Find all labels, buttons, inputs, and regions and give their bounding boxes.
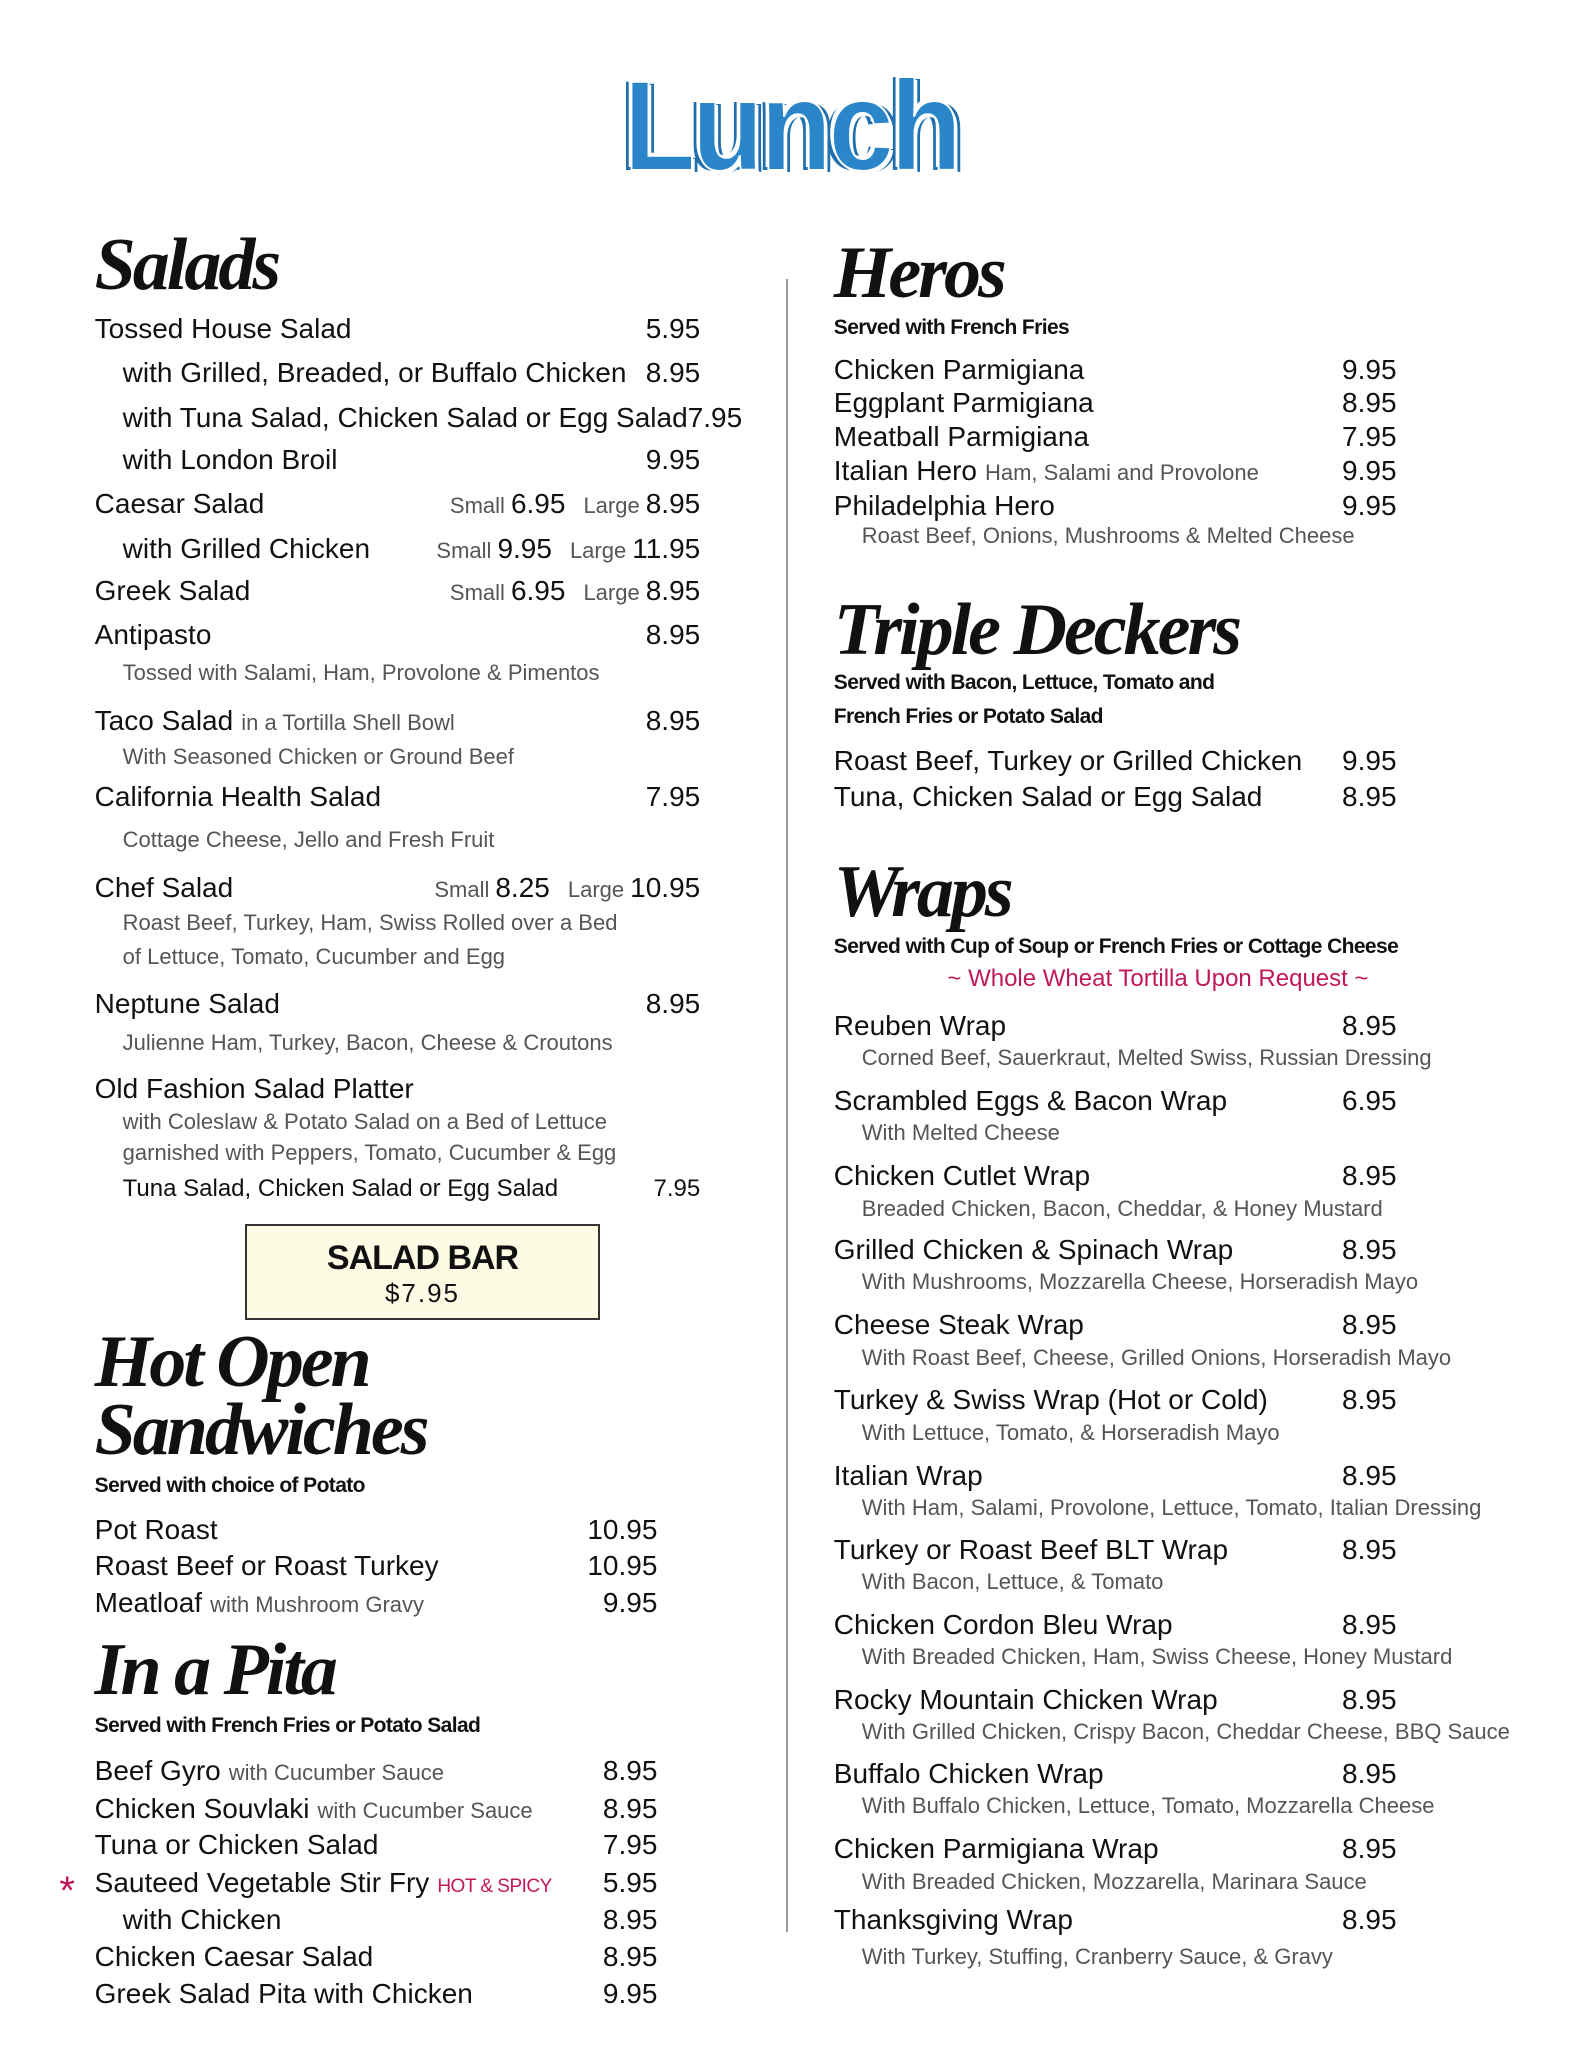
- item-name: Thanksgiving Wrap: [833, 1904, 1073, 1936]
- size-label: Large: [583, 493, 640, 519]
- section-subheading: Served with French Fries: [833, 316, 1070, 340]
- menu-item: [834, 1756, 1397, 1792]
- item-name-wrap: [834, 488, 1055, 524]
- item-price: 8.95: [1342, 1904, 1397, 1936]
- item-name-wrap: [95, 1548, 439, 1584]
- menu-item: [834, 1008, 1397, 1044]
- item-name-wrap: [95, 1976, 473, 2012]
- item-price: 7.95: [1342, 420, 1397, 452]
- item-name-wrap: [95, 1512, 218, 1548]
- item-name: Neptune Salad: [94, 987, 280, 1019]
- menu-item: [834, 1682, 1397, 1718]
- item-description: Roast Beef, Turkey, Ham, Swiss Rolled over a Bed: [122, 910, 618, 936]
- item-note: with Mushroom Gravy: [210, 1591, 425, 1617]
- item-price: 8.95: [1342, 1608, 1397, 1640]
- item-note: in a Tortilla Shell Bowl: [241, 709, 455, 735]
- item-name: Chicken Caesar Salad: [94, 1940, 374, 1972]
- item-name: Italian Wrap: [833, 1459, 983, 1491]
- size-label: Small: [436, 537, 492, 563]
- size-price: 8.95: [645, 575, 701, 607]
- section-subheading: Served with choice of Potato: [94, 1474, 365, 1498]
- item-price: 8.95: [1342, 1309, 1397, 1341]
- item-price: 8.95: [1342, 1757, 1397, 1789]
- menu-item: [834, 488, 1397, 524]
- item-name-wrap: [95, 1171, 558, 1207]
- item-description: of Lettuce, Tomato, Cucumber and Egg: [122, 943, 506, 969]
- item-price: 9.95: [1342, 353, 1397, 385]
- size-price: 10.95: [630, 872, 701, 904]
- item-description: Breaded Chicken, Bacon, Cheddar, & Honey Mustard: [861, 1195, 1383, 1221]
- item-name: Turkey & Swiss Wrap (Hot or Cold): [833, 1384, 1268, 1416]
- item-price: 8.95: [602, 1940, 658, 1972]
- size-price: 6.95: [510, 488, 566, 520]
- item-price: 8.95: [645, 619, 701, 651]
- item-price: 8.95: [1342, 781, 1397, 813]
- item-name-wrap: [95, 442, 338, 478]
- item-name-wrap: [95, 573, 251, 609]
- item-name-wrap: [834, 1307, 1084, 1343]
- menu-item: [834, 1232, 1397, 1268]
- menu-item: [834, 419, 1397, 455]
- item-note: Ham, Salami and Provolone: [984, 459, 1259, 485]
- item-size-prices: [436, 531, 700, 569]
- size-price: 8.95: [645, 488, 701, 520]
- item-price: 5.95: [645, 313, 701, 345]
- section-subheading: Served with Bacon, Lettuce, Tomato and: [833, 671, 1215, 695]
- item-price: 5.95: [602, 1866, 658, 1898]
- item-name: Caesar Salad: [94, 488, 265, 520]
- item-description: With Lettuce, Tomato, & Horseradish Mayo: [861, 1419, 1280, 1445]
- item-name-wrap: [834, 1158, 1090, 1194]
- section-heading-wraps: Wraps: [833, 850, 1011, 933]
- section-subheading: French Fries or Potato Salad: [833, 705, 1103, 729]
- item-name-wrap: [95, 486, 265, 522]
- item-price: 8.95: [1342, 1384, 1397, 1416]
- spicy-asterisk-icon: *: [59, 1868, 75, 1913]
- item-name: Grilled Chicken & Spinach Wrap: [833, 1234, 1234, 1266]
- item-description: With Bacon, Lettuce, & Tomato: [861, 1569, 1164, 1594]
- menu-item: [834, 352, 1397, 388]
- menu-item: [95, 1902, 658, 1938]
- item-price: 8.95: [645, 704, 701, 736]
- item-name-wrap: [95, 1865, 552, 1905]
- item-name: Scrambled Eggs & Bacon Wrap: [833, 1084, 1228, 1116]
- item-note: with Cucumber Sauce: [228, 1760, 444, 1786]
- item-name: Greek Salad Pita with Chicken: [94, 1978, 473, 2010]
- item-name-wrap: [834, 453, 1259, 491]
- item-description: With Turkey, Stuffing, Cranberry Sauce, & Gravy: [861, 1943, 1333, 1969]
- item-name-wrap: [834, 385, 1094, 421]
- menu-item: [95, 1071, 701, 1107]
- item-name-wrap: [834, 352, 1085, 388]
- item-size-prices: [450, 573, 700, 611]
- item-description: Corned Beef, Sauerkraut, Melted Swiss, Russian Dressing: [861, 1045, 1432, 1071]
- size-price: 11.95: [632, 532, 701, 564]
- item-price: 9.95: [1342, 745, 1397, 777]
- item-name-wrap: [834, 1382, 1268, 1418]
- section-subheading: Served with French Fries or Potato Salad: [94, 1713, 481, 1737]
- menu-item: [834, 1158, 1397, 1194]
- menu-item: [95, 355, 701, 391]
- item-name-wrap: [834, 1458, 983, 1494]
- menu-item: [834, 1831, 1397, 1867]
- item-name: with London Broil: [122, 444, 338, 476]
- menu-item: [834, 1532, 1397, 1568]
- item-name-wrap: [95, 400, 688, 436]
- item-name-wrap: [834, 1902, 1073, 1938]
- menu-item: [834, 1607, 1397, 1643]
- section-heading-hot_open: Sandwiches: [94, 1388, 427, 1471]
- item-description: With Ham, Salami, Provolone, Lettuce, Tomato, Italian Dressing: [861, 1495, 1482, 1521]
- size-label: Large: [567, 877, 625, 903]
- item-price: 9.95: [1342, 489, 1397, 521]
- item-description: Cottage Cheese, Jello and Fresh Fruit: [122, 827, 495, 853]
- item-price: 6.95: [1342, 1084, 1397, 1116]
- item-name: Greek Salad: [94, 575, 251, 607]
- section-heading-hot_open: Hot Open: [94, 1321, 369, 1404]
- item-name: Chef Salad: [94, 872, 234, 904]
- item-name-wrap: [834, 419, 1089, 455]
- item-name-wrap: [95, 1071, 414, 1107]
- item-name-wrap: [95, 1939, 374, 1975]
- item-size-prices: [450, 486, 700, 524]
- item-name-wrap: [95, 1902, 282, 1938]
- section-heading-triple: Triple Deckers: [833, 588, 1240, 671]
- item-price: 8.95: [602, 1904, 658, 1936]
- menu-item: [95, 779, 701, 815]
- item-name-wrap: [834, 1532, 1228, 1568]
- menu-item: [95, 1512, 658, 1548]
- menu-item: [95, 870, 701, 908]
- item-description: Julienne Ham, Turkey, Bacon, Cheese & Croutons: [122, 1029, 613, 1055]
- item-name: Tossed House Salad: [94, 313, 352, 345]
- size-label: Large: [569, 537, 627, 563]
- menu-item: [95, 1585, 658, 1623]
- size-label: Small: [449, 493, 505, 519]
- size-price: 6.95: [510, 575, 566, 607]
- menu-item: [95, 311, 701, 347]
- item-name-wrap: [95, 311, 352, 347]
- item-name: Antipasto: [94, 619, 212, 651]
- item-name-wrap: [95, 870, 234, 906]
- size-price: 8.25: [495, 872, 550, 904]
- menu-item: [834, 453, 1397, 491]
- item-name: Buffalo Chicken Wrap: [833, 1757, 1104, 1789]
- item-name-wrap: [95, 1753, 444, 1791]
- item-description: garnished with Peppers, Tomato, Cucumber & Egg: [122, 1139, 617, 1165]
- salad-bar-price: $7.95: [384, 1278, 461, 1308]
- size-price: 9.95: [497, 532, 552, 564]
- item-name: Philadelphia Hero: [833, 489, 1055, 521]
- item-price: 8.95: [1342, 1833, 1397, 1865]
- item-name-wrap: [95, 1827, 379, 1863]
- section-heading-pita: In a Pita: [94, 1628, 335, 1711]
- item-name: Turkey or Roast Beef BLT Wrap: [833, 1533, 1229, 1565]
- item-name: with Chicken: [122, 1904, 282, 1936]
- section-heading-heros: Heros: [833, 232, 1004, 315]
- menu-item: [95, 400, 743, 436]
- menu-item: [834, 1902, 1397, 1938]
- item-price: 8.95: [1342, 1009, 1397, 1041]
- item-name-wrap: [834, 1232, 1233, 1268]
- item-price: 9.95: [1342, 454, 1397, 486]
- item-price: 9.95: [645, 444, 701, 476]
- section-heading-salads: Salads: [94, 224, 279, 307]
- menu-item: [95, 1791, 658, 1829]
- item-price: 7.95: [653, 1175, 701, 1203]
- item-name-wrap: [95, 1791, 533, 1829]
- menu-item: [95, 442, 701, 478]
- item-name: Reuben Wrap: [833, 1009, 1007, 1041]
- item-name: Chicken Parmigiana: [833, 353, 1085, 385]
- item-description: With Mushrooms, Mozzarella Cheese, Horseradish Mayo: [861, 1269, 1419, 1295]
- item-name-wrap: [834, 779, 1263, 815]
- item-size-prices: [434, 870, 700, 908]
- item-price: 8.95: [645, 357, 701, 389]
- item-name: Meatloaf: [94, 1586, 203, 1618]
- item-name: Tuna Salad, Chicken Salad or Egg Salad: [122, 1175, 559, 1203]
- item-name: Tuna, Chicken Salad or Egg Salad: [833, 781, 1263, 813]
- item-name: Sauteed Vegetable Stir Fry: [94, 1866, 430, 1898]
- item-name: Chicken Cutlet Wrap: [833, 1160, 1091, 1192]
- item-name: Beef Gyro: [94, 1755, 221, 1787]
- item-price: 7.95: [602, 1829, 658, 1861]
- item-description: Roast Beef, Onions, Mushrooms & Melted Cheese: [861, 522, 1355, 548]
- item-price: 8.95: [1342, 1160, 1397, 1192]
- item-price: 9.95: [602, 1586, 658, 1618]
- item-name: Roast Beef or Roast Turkey: [94, 1550, 439, 1582]
- hot-spicy-label: HOT & SPICY: [437, 1875, 552, 1897]
- item-name: with Grilled, Breaded, or Buffalo Chicken: [122, 357, 627, 389]
- item-price: 10.95: [587, 1550, 658, 1582]
- size-label: Large: [583, 580, 640, 606]
- item-description: Tossed with Salami, Ham, Provolone & Pimentos: [122, 659, 600, 685]
- size-label: Small: [449, 580, 505, 606]
- item-name-wrap: [95, 531, 370, 567]
- menu-item: [95, 573, 701, 611]
- menu-item: [95, 1171, 701, 1207]
- menu-item: [95, 1939, 658, 1975]
- item-name: with Tuna Salad, Chicken Salad or Egg Salad: [122, 401, 688, 433]
- item-name: Chicken Parmigiana Wrap: [833, 1833, 1159, 1865]
- menu-item: [95, 1865, 658, 1905]
- item-description: With Breaded Chicken, Ham, Swiss Cheese, Honey Mustard: [861, 1644, 1453, 1670]
- item-price: 8.95: [1342, 1459, 1397, 1491]
- menu-item: [834, 1382, 1397, 1418]
- item-price: 8.95: [645, 987, 701, 1019]
- menu-item: [95, 1827, 658, 1863]
- item-name: California Health Salad: [94, 781, 382, 813]
- item-price: 8.95: [1342, 1684, 1397, 1715]
- section-subheading: Served with Cup of Soup or French Fries or Cottage Cheese: [833, 934, 1399, 958]
- menu-item: [834, 743, 1397, 779]
- item-name: Cheese Steak Wrap: [833, 1309, 1084, 1341]
- item-name: Rocky Mountain Chicken Wrap: [833, 1684, 1218, 1715]
- item-name: Pot Roast: [94, 1514, 218, 1546]
- item-name: Chicken Cordon Bleu Wrap: [833, 1608, 1173, 1640]
- item-description: With Buffalo Chicken, Lettuce, Tomato, Mozzarella Cheese: [861, 1793, 1435, 1819]
- item-name: Meatball Parmigiana: [833, 420, 1090, 452]
- salad-bar-label: SALAD BAR: [326, 1239, 519, 1277]
- item-description: With Roast Beef, Cheese, Grilled Onions, Horseradish Mayo: [861, 1344, 1452, 1370]
- menu-item: [95, 1753, 658, 1791]
- item-name-wrap: [834, 1083, 1227, 1119]
- size-label: Small: [434, 877, 490, 903]
- menu-item: [95, 531, 701, 569]
- item-note: with Cucumber Sauce: [317, 1797, 533, 1823]
- menu-item: [834, 1458, 1397, 1494]
- item-description: With Seasoned Chicken or Ground Beef: [122, 744, 514, 770]
- item-name-wrap: [95, 779, 381, 815]
- item-name-wrap: [834, 1682, 1218, 1718]
- menu-item: [834, 385, 1397, 421]
- item-name-wrap: [95, 703, 455, 741]
- item-name-wrap: [95, 355, 627, 391]
- item-price: 8.95: [1342, 1533, 1397, 1565]
- item-name-wrap: [834, 1831, 1159, 1867]
- item-name-wrap: [834, 1008, 1006, 1044]
- menu-item: [834, 1307, 1397, 1343]
- item-description: with Coleslaw & Potato Salad on a Bed of Lettuce: [122, 1108, 607, 1134]
- tortilla-note: ~ Whole Wheat Tortilla Upon Request ~: [947, 965, 1369, 993]
- item-price: 7.95: [687, 401, 743, 433]
- item-price: 8.95: [602, 1755, 658, 1787]
- salad-bar-box: [245, 1224, 600, 1320]
- menu-item: [834, 1083, 1397, 1119]
- item-name: Italian Hero: [833, 454, 977, 486]
- item-name: Old Fashion Salad Platter: [94, 1073, 414, 1105]
- item-name: Roast Beef, Turkey or Grilled Chicken: [833, 745, 1303, 777]
- item-name: with Grilled Chicken: [122, 532, 371, 564]
- item-description: With Melted Cheese: [861, 1120, 1060, 1146]
- item-price: 10.95: [587, 1514, 658, 1546]
- item-price: 9.95: [602, 1978, 658, 2010]
- item-name: Tuna or Chicken Salad: [94, 1829, 379, 1861]
- menu-title-logo: Lunch: [623, 55, 959, 198]
- item-price: 7.95: [645, 781, 701, 813]
- item-name-wrap: [834, 743, 1302, 779]
- menu-item: [95, 1976, 658, 2012]
- item-name-wrap: [834, 1607, 1173, 1643]
- menu-item: [95, 703, 701, 741]
- item-description: With Breaded Chicken, Mozzarella, Marinara Sauce: [861, 1868, 1367, 1894]
- column-divider: [786, 279, 788, 1932]
- item-name-wrap: [95, 1585, 424, 1623]
- item-description: With Grilled Chicken, Crispy Bacon, Cheddar Cheese, BBQ Sauce: [861, 1719, 1510, 1745]
- item-name-wrap: [834, 1756, 1104, 1792]
- menu-item: [95, 486, 701, 524]
- item-price: 8.95: [602, 1792, 658, 1824]
- menu-item: [834, 779, 1397, 815]
- item-name-wrap: [95, 617, 212, 653]
- item-price: 8.95: [1342, 1234, 1397, 1266]
- item-name-wrap: [95, 986, 280, 1022]
- item-price: 8.95: [1342, 387, 1397, 419]
- menu-item: [95, 617, 701, 653]
- menu-item: [95, 1548, 658, 1584]
- item-name: Eggplant Parmigiana: [833, 387, 1094, 419]
- item-name: Chicken Souvlaki: [94, 1792, 310, 1824]
- menu-item: [95, 986, 701, 1022]
- item-name: Taco Salad: [94, 704, 234, 736]
